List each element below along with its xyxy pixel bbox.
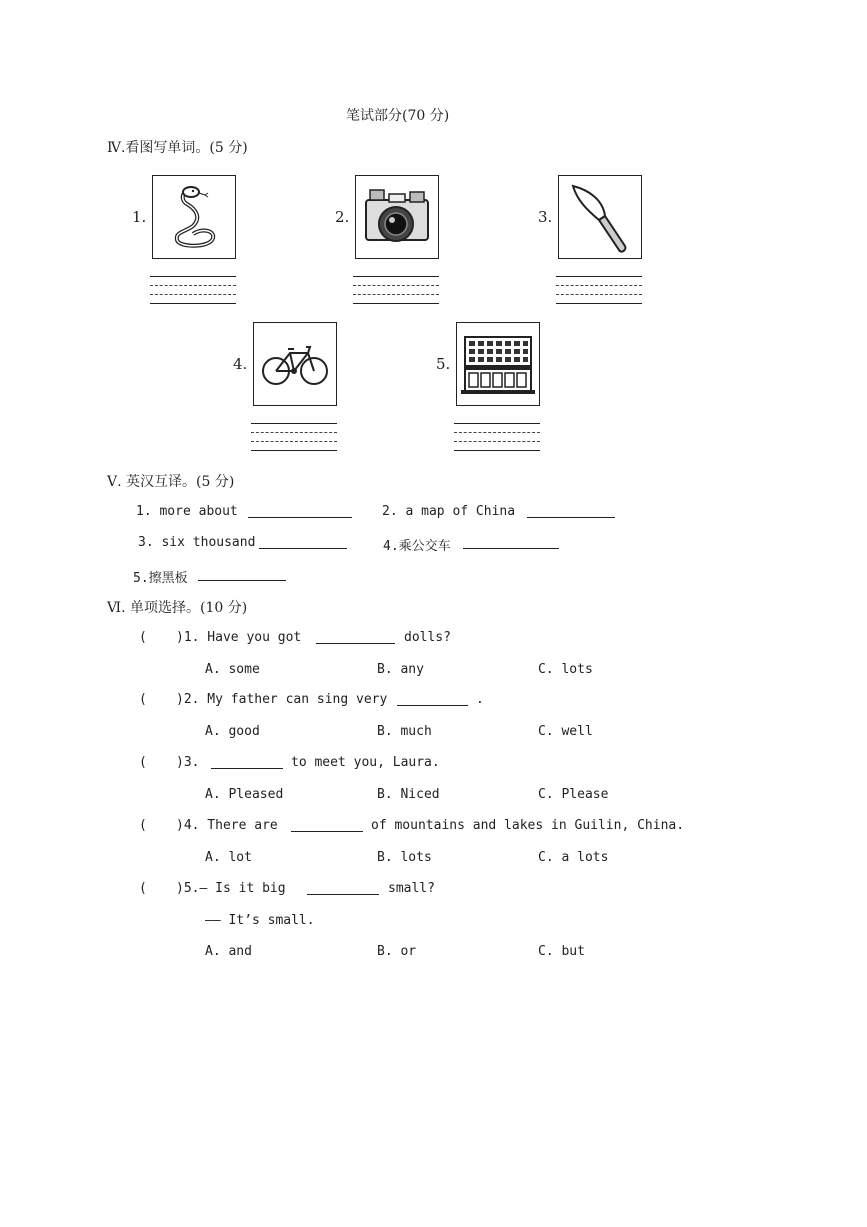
question-1-option-a[interactable]: A. some [205, 662, 260, 677]
question-5-paren[interactable]: ( [139, 881, 147, 896]
item-2-number: 2. [335, 208, 350, 226]
question-1-stem-end: dolls? [404, 630, 451, 645]
question-4-blank[interactable] [291, 819, 363, 832]
translate-blank-3[interactable] [259, 536, 347, 549]
answer-lines-1[interactable] [150, 276, 236, 304]
answer-lines-2[interactable] [353, 276, 439, 304]
translate-blank-2[interactable] [527, 505, 615, 518]
question-2-blank[interactable] [397, 693, 468, 706]
question-4-paren[interactable]: ( [139, 818, 147, 833]
question-3-blank[interactable] [211, 756, 283, 769]
question-2-option-a[interactable]: A. good [205, 724, 260, 739]
question-2-option-c[interactable]: C. well [538, 724, 593, 739]
question-1-blank[interactable] [316, 631, 395, 644]
snake-icon [152, 175, 236, 259]
translate-item-1: 1. more about [136, 504, 238, 519]
question-5-option-c[interactable]: C. but [538, 944, 585, 959]
question-3-paren[interactable]: ( [139, 755, 147, 770]
question-2-stem: )2. My father can sing very [176, 692, 388, 707]
translate-item-3: 3. six thousand [138, 535, 256, 550]
question-5-blank[interactable] [307, 882, 379, 895]
item-3-number: 3. [538, 208, 553, 226]
question-3-option-a[interactable]: A. Pleased [205, 787, 284, 802]
item-1-number: 1. [132, 208, 147, 226]
question-2-paren[interactable]: ( [139, 692, 147, 707]
question-3-stem-end: to meet you, Laura. [291, 755, 440, 770]
item-5-number: 5. [436, 355, 451, 373]
question-5-option-a[interactable]: A. and [205, 944, 252, 959]
answer-lines-3[interactable] [556, 276, 642, 304]
question-5-answer-line: —— It’s small. [205, 913, 315, 928]
answer-lines-4[interactable] [251, 423, 337, 451]
question-1-paren[interactable]: ( [139, 630, 147, 645]
page-title: 笔试部分(70 分) [346, 108, 450, 124]
translate-item-5: 5.擦黑板 [133, 571, 188, 586]
translate-item-2: 2. a map of China [382, 504, 516, 519]
translate-blank-5[interactable] [198, 568, 286, 581]
question-1-option-c[interactable]: C. lots [538, 662, 593, 677]
building-icon [456, 322, 540, 406]
question-5-option-b[interactable]: B. or [377, 944, 417, 959]
question-4-stem-end: of mountains and lakes in Guilin, China. [371, 818, 685, 833]
question-3-stem: )3. [176, 755, 200, 770]
section-6-heading: Ⅵ. 单项选择。(10 分) [107, 600, 248, 616]
item-4-number: 4. [233, 355, 248, 373]
question-4-option-b[interactable]: B. lots [377, 850, 432, 865]
translate-blank-1[interactable] [248, 505, 352, 518]
question-3-option-b[interactable]: B. Niced [377, 787, 440, 802]
question-2-option-b[interactable]: B. much [377, 724, 432, 739]
question-3-option-c[interactable]: C. Please [538, 787, 609, 802]
section-5-heading: Ⅴ. 英汉互译。(5 分) [107, 474, 235, 490]
translate-blank-4[interactable] [463, 536, 559, 549]
section-4-heading: Ⅳ.看图写单词。(5 分) [107, 140, 248, 156]
answer-lines-5[interactable] [454, 423, 540, 451]
question-5-stem-end: small? [388, 881, 435, 896]
question-5-stem: )5.— Is it big [176, 881, 286, 896]
question-2-stem-end: . [476, 692, 484, 707]
bicycle-icon [253, 322, 337, 406]
question-4-option-c[interactable]: C. a lots [538, 850, 609, 865]
camera-icon [355, 175, 439, 259]
knife-icon [558, 175, 642, 259]
question-1-stem: )1. Have you got [176, 630, 302, 645]
question-1-option-b[interactable]: B. any [377, 662, 424, 677]
translate-item-4: 4.乘公交车 [383, 539, 451, 554]
question-4-stem: )4. There are [176, 818, 278, 833]
question-4-option-a[interactable]: A. lot [205, 850, 252, 865]
